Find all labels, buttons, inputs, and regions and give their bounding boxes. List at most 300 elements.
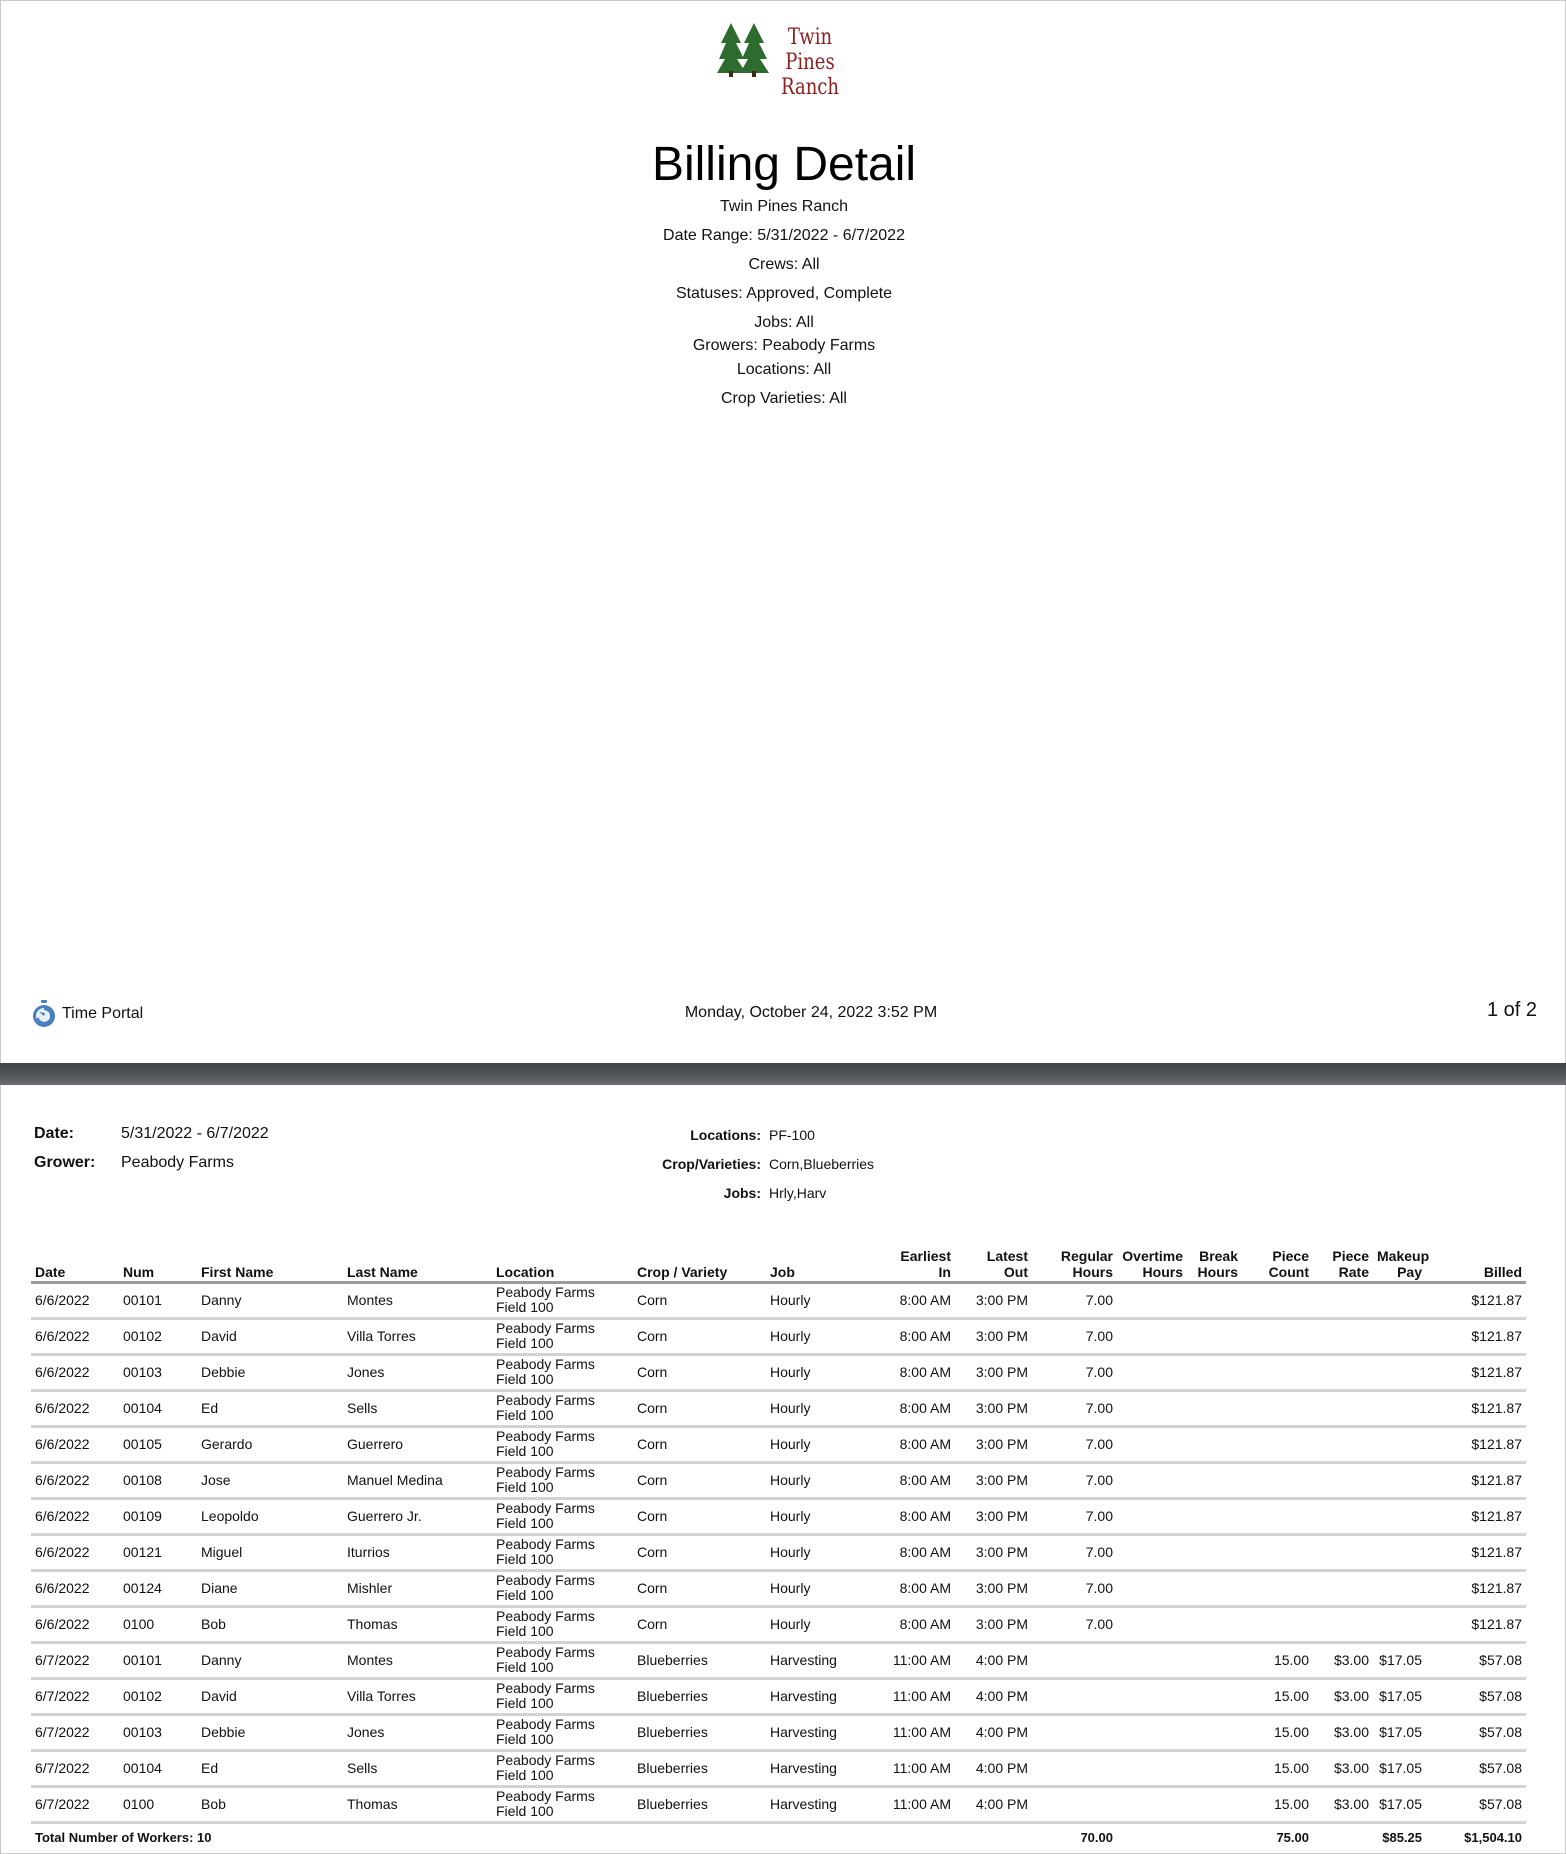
cell-overtime-hours xyxy=(1117,1606,1187,1642)
cell-crop-variety: Corn xyxy=(633,1426,766,1462)
cell-latest-out: 3:00 PM xyxy=(955,1606,1032,1642)
cell-num: 00108 xyxy=(119,1462,197,1498)
cell-piece-rate xyxy=(1313,1606,1373,1642)
column-header-first-name xyxy=(197,1242,343,1282)
column-header-line1 xyxy=(637,1248,762,1264)
cell-latest-out: 3:00 PM xyxy=(955,1318,1032,1354)
cell-billed: $121.87 xyxy=(1426,1534,1526,1570)
cell-location: Peabody Farms Field 100 xyxy=(492,1498,633,1534)
column-header-billed xyxy=(1426,1242,1526,1282)
total-workers-label: Total Number of Workers: 10 xyxy=(35,1830,212,1846)
totals-spacer xyxy=(633,1822,1032,1852)
cell-regular-hours: 7.00 xyxy=(1032,1498,1117,1534)
column-header-latest-out xyxy=(955,1242,1032,1282)
cell-break-hours xyxy=(1187,1462,1242,1498)
cell-piece-rate xyxy=(1313,1354,1373,1390)
column-header-line2: Job xyxy=(770,1263,795,1280)
cell-regular-hours: 7.00 xyxy=(1032,1282,1117,1318)
column-header-line2: Hours xyxy=(1142,1263,1183,1280)
cell-num: 00124 xyxy=(119,1570,197,1606)
cell-piece-rate xyxy=(1313,1318,1373,1354)
cell-piece-count: 15.00 xyxy=(1242,1714,1313,1750)
table-row xyxy=(31,1570,1526,1606)
footer-brand-label: Time Portal xyxy=(62,1005,144,1022)
column-header-line2: Crop / Variety xyxy=(637,1263,728,1280)
cell-earliest-in: 8:00 AM xyxy=(882,1318,955,1354)
cell-makeup-pay xyxy=(1373,1498,1426,1534)
cell-last-name: Sells xyxy=(343,1750,492,1786)
cell-break-hours xyxy=(1187,1534,1242,1570)
cell-location: Peabody Farms Field 100 xyxy=(492,1318,633,1354)
column-header-line1: Overtime xyxy=(1122,1247,1183,1264)
cell-last-name: Villa Torres xyxy=(343,1678,492,1714)
cell-location: Peabody Farms Field 100 xyxy=(492,1714,633,1750)
cell-piece-count xyxy=(1242,1462,1313,1498)
column-header-last-name xyxy=(343,1242,492,1282)
cell-earliest-in: 8:00 AM xyxy=(882,1570,955,1606)
cell-latest-out: 4:00 PM xyxy=(955,1678,1032,1714)
param-growers: Growers: Peabody Farms xyxy=(692,337,876,354)
cell-job: Harvesting xyxy=(766,1786,882,1822)
column-header-line2: Rate xyxy=(1338,1263,1369,1280)
report-title: Billing Detail xyxy=(651,138,917,191)
cell-billed: $57.08 xyxy=(1426,1714,1526,1750)
totals-spacer xyxy=(1313,1822,1373,1852)
column-header-line1: Piece xyxy=(1272,1247,1309,1264)
cell-job: Hourly xyxy=(766,1534,882,1570)
cell-location: Peabody Farms Field 100 xyxy=(492,1642,633,1678)
table-row xyxy=(31,1282,1526,1318)
column-header-location xyxy=(492,1242,633,1282)
cell-earliest-in: 8:00 AM xyxy=(882,1282,955,1318)
cell-overtime-hours xyxy=(1117,1642,1187,1678)
cell-piece-count: 15.00 xyxy=(1242,1786,1313,1822)
grower-label: Grower: xyxy=(34,1154,96,1171)
cell-piece-rate: $3.00 xyxy=(1313,1678,1373,1714)
cell-latest-out: 4:00 PM xyxy=(955,1642,1032,1678)
cell-date: 6/6/2022 xyxy=(31,1462,119,1498)
table-row xyxy=(31,1642,1526,1678)
jobs-label: Jobs: xyxy=(723,1185,761,1201)
cell-overtime-hours xyxy=(1117,1570,1187,1606)
cell-makeup-pay: $17.05 xyxy=(1373,1786,1426,1822)
cell-piece-rate: $3.00 xyxy=(1313,1714,1373,1750)
cell-latest-out: 3:00 PM xyxy=(955,1534,1032,1570)
cell-piece-count: 15.00 xyxy=(1242,1750,1313,1786)
column-header-num xyxy=(119,1242,197,1282)
cell-location: Peabody Farms Field 100 xyxy=(492,1426,633,1462)
cell-earliest-in: 11:00 AM xyxy=(882,1642,955,1678)
cell-location: Peabody Farms Field 100 xyxy=(492,1354,633,1390)
cell-makeup-pay xyxy=(1373,1570,1426,1606)
cell-location: Peabody Farms Field 100 xyxy=(492,1786,633,1822)
column-header-line2: Location xyxy=(496,1263,555,1280)
cell-piece-count xyxy=(1242,1282,1313,1318)
param-crop-varieties: Crop Varieties: All xyxy=(721,390,847,407)
cell-billed: $121.87 xyxy=(1426,1354,1526,1390)
cell-break-hours xyxy=(1187,1318,1242,1354)
cell-billed: $57.08 xyxy=(1426,1678,1526,1714)
cell-num: 00102 xyxy=(119,1318,197,1354)
cell-first-name: Gerardo xyxy=(197,1426,343,1462)
cell-location: Peabody Farms Field 100 xyxy=(492,1750,633,1786)
cell-piece-count: 15.00 xyxy=(1242,1678,1313,1714)
cell-date: 6/6/2022 xyxy=(31,1498,119,1534)
cell-regular-hours: 7.00 xyxy=(1032,1318,1117,1354)
cell-crop-variety: Corn xyxy=(633,1570,766,1606)
cell-break-hours xyxy=(1187,1606,1242,1642)
cell-piece-count xyxy=(1242,1570,1313,1606)
cell-break-hours xyxy=(1187,1354,1242,1390)
cell-overtime-hours xyxy=(1117,1390,1187,1426)
twin-pines-ranch-logo xyxy=(717,21,867,100)
column-header-piece-count xyxy=(1242,1242,1313,1282)
total-makeup-pay: $85.25 xyxy=(1382,1830,1422,1846)
cell-billed: $57.08 xyxy=(1426,1750,1526,1786)
column-header-line2: Num xyxy=(123,1263,155,1280)
column-header-line1: Break xyxy=(1199,1247,1238,1264)
cell-first-name: Danny xyxy=(197,1642,343,1678)
column-header-line2: Pay xyxy=(1397,1263,1422,1280)
table-row xyxy=(31,1678,1526,1714)
total-piece-count: 75.00 xyxy=(1276,1830,1309,1846)
cell-date: 6/6/2022 xyxy=(31,1426,119,1462)
column-header-line1: Makeup xyxy=(1377,1247,1430,1264)
param-statuses: Statuses: Approved, Complete xyxy=(675,285,893,302)
cell-earliest-in: 8:00 AM xyxy=(882,1534,955,1570)
cell-crop-variety: Blueberries xyxy=(633,1750,766,1786)
cell-num: 00101 xyxy=(119,1282,197,1318)
cell-piece-rate: $3.00 xyxy=(1313,1786,1373,1822)
cell-first-name: Bob xyxy=(197,1786,343,1822)
column-header-line2: Count xyxy=(1268,1263,1309,1280)
cell-location: Peabody Farms Field 100 xyxy=(492,1390,633,1426)
cell-regular-hours xyxy=(1032,1750,1117,1786)
cell-location: Peabody Farms Field 100 xyxy=(492,1678,633,1714)
column-header-line1: Piece xyxy=(1332,1247,1369,1264)
cell-billed: $57.08 xyxy=(1426,1786,1526,1822)
cell-billed: $121.87 xyxy=(1426,1426,1526,1462)
crop-varieties-label: Crop/Varieties: xyxy=(662,1156,761,1172)
cell-num: 00109 xyxy=(119,1498,197,1534)
cell-crop-variety: Blueberries xyxy=(633,1714,766,1750)
cell-num: 0100 xyxy=(119,1786,197,1822)
page-number: 1 of 2 xyxy=(1486,999,1537,1021)
locations-label: Locations: xyxy=(690,1127,761,1143)
cell-crop-variety: Corn xyxy=(633,1534,766,1570)
cell-regular-hours: 7.00 xyxy=(1032,1570,1117,1606)
column-header-line2: Hours xyxy=(1072,1263,1113,1280)
cell-piece-rate xyxy=(1313,1282,1373,1318)
cell-last-name: Montes xyxy=(343,1642,492,1678)
date-value: 5/31/2022 - 6/7/2022 xyxy=(121,1125,269,1142)
column-header-earliest-in xyxy=(882,1242,955,1282)
cell-first-name: Danny xyxy=(197,1282,343,1318)
cell-date: 6/7/2022 xyxy=(31,1642,119,1678)
column-header-line1 xyxy=(347,1248,488,1264)
cell-regular-hours: 7.00 xyxy=(1032,1462,1117,1498)
cell-piece-rate: $3.00 xyxy=(1313,1750,1373,1786)
cell-crop-variety: Blueberries xyxy=(633,1642,766,1678)
cell-overtime-hours xyxy=(1117,1318,1187,1354)
cell-last-name: Iturrios xyxy=(343,1534,492,1570)
cell-piece-rate xyxy=(1313,1426,1373,1462)
cell-job: Hourly xyxy=(766,1318,882,1354)
cell-first-name: Miguel xyxy=(197,1534,343,1570)
cell-crop-variety: Corn xyxy=(633,1498,766,1534)
cell-piece-rate xyxy=(1313,1462,1373,1498)
cell-billed: $121.87 xyxy=(1426,1462,1526,1498)
cell-latest-out: 3:00 PM xyxy=(955,1498,1032,1534)
pine-trees-icon xyxy=(717,21,769,77)
cell-regular-hours xyxy=(1032,1678,1117,1714)
cell-num: 00104 xyxy=(119,1750,197,1786)
column-header-job xyxy=(766,1242,882,1282)
column-header-line1 xyxy=(1430,1248,1522,1264)
cell-makeup-pay xyxy=(1373,1426,1426,1462)
locations-value: PF-100 xyxy=(769,1127,815,1143)
cell-billed: $121.87 xyxy=(1426,1570,1526,1606)
table-row xyxy=(31,1426,1526,1462)
cell-regular-hours: 7.00 xyxy=(1032,1390,1117,1426)
cell-crop-variety: Corn xyxy=(633,1354,766,1390)
table-row xyxy=(31,1534,1526,1570)
cell-regular-hours: 7.00 xyxy=(1032,1426,1117,1462)
cell-num: 00103 xyxy=(119,1714,197,1750)
cell-job: Hourly xyxy=(766,1570,882,1606)
cell-job: Harvesting xyxy=(766,1750,882,1786)
cell-piece-rate xyxy=(1313,1570,1373,1606)
cell-last-name: Villa Torres xyxy=(343,1318,492,1354)
cell-overtime-hours xyxy=(1117,1462,1187,1498)
cell-earliest-in: 11:00 AM xyxy=(882,1750,955,1786)
totals-row xyxy=(31,1822,1526,1852)
cell-break-hours xyxy=(1187,1570,1242,1606)
cell-job: Harvesting xyxy=(766,1678,882,1714)
cell-regular-hours xyxy=(1032,1714,1117,1750)
cell-first-name: Ed xyxy=(197,1750,343,1786)
logo-line-1: Twin Pines xyxy=(785,25,835,75)
jobs-value: Hrly,Harv xyxy=(769,1185,827,1201)
cell-break-hours xyxy=(1187,1786,1242,1822)
cell-billed: $121.87 xyxy=(1426,1498,1526,1534)
cell-crop-variety: Corn xyxy=(633,1318,766,1354)
column-header-line2: First Name xyxy=(201,1263,274,1280)
cell-makeup-pay xyxy=(1373,1462,1426,1498)
cell-latest-out: 3:00 PM xyxy=(955,1390,1032,1426)
cell-job: Hourly xyxy=(766,1462,882,1498)
column-header-break-hours xyxy=(1187,1242,1242,1282)
cell-num: 0100 xyxy=(119,1606,197,1642)
column-header-line1 xyxy=(35,1248,115,1264)
cell-overtime-hours xyxy=(1117,1282,1187,1318)
cell-job: Hourly xyxy=(766,1390,882,1426)
param-locations: Locations: All xyxy=(736,361,832,378)
cell-makeup-pay xyxy=(1373,1534,1426,1570)
table-row xyxy=(31,1318,1526,1354)
cell-break-hours xyxy=(1187,1426,1242,1462)
column-header-line1: Earliest xyxy=(900,1247,951,1264)
cell-date: 6/6/2022 xyxy=(31,1354,119,1390)
cell-overtime-hours xyxy=(1117,1786,1187,1822)
cell-job: Harvesting xyxy=(766,1714,882,1750)
cell-piece-count xyxy=(1242,1426,1313,1462)
cell-last-name: Guerrero Jr. xyxy=(343,1498,492,1534)
cell-latest-out: 4:00 PM xyxy=(955,1750,1032,1786)
column-header-line2: Billed xyxy=(1483,1263,1522,1280)
cell-job: Hourly xyxy=(766,1498,882,1534)
cell-latest-out: 4:00 PM xyxy=(955,1786,1032,1822)
cell-last-name: Thomas xyxy=(343,1606,492,1642)
cell-num: 00105 xyxy=(119,1426,197,1462)
cell-makeup-pay xyxy=(1373,1318,1426,1354)
cell-earliest-in: 11:00 AM xyxy=(882,1714,955,1750)
cell-piece-count: 15.00 xyxy=(1242,1642,1313,1678)
cell-location: Peabody Farms Field 100 xyxy=(492,1282,633,1318)
cell-piece-count xyxy=(1242,1606,1313,1642)
cell-piece-count xyxy=(1242,1318,1313,1354)
cell-num: 00104 xyxy=(119,1390,197,1426)
cell-earliest-in: 11:00 AM xyxy=(882,1786,955,1822)
cell-location: Peabody Farms Field 100 xyxy=(492,1462,633,1498)
cell-break-hours xyxy=(1187,1750,1242,1786)
cell-num: 00121 xyxy=(119,1534,197,1570)
cell-first-name: David xyxy=(197,1678,343,1714)
cell-first-name: Bob xyxy=(197,1606,343,1642)
column-header-line1: Latest xyxy=(986,1247,1028,1264)
cell-makeup-pay: $17.05 xyxy=(1373,1678,1426,1714)
column-header-line1: Regular xyxy=(1060,1247,1113,1264)
cell-earliest-in: 8:00 AM xyxy=(882,1498,955,1534)
table-row xyxy=(31,1714,1526,1750)
totals-spacer xyxy=(1117,1822,1242,1852)
table-row xyxy=(31,1390,1526,1426)
cell-regular-hours xyxy=(1032,1642,1117,1678)
cell-billed: $121.87 xyxy=(1426,1606,1526,1642)
column-header-overtime-hours xyxy=(1117,1242,1187,1282)
table-row xyxy=(31,1750,1526,1786)
cell-regular-hours: 7.00 xyxy=(1032,1534,1117,1570)
cell-piece-rate: $3.00 xyxy=(1313,1642,1373,1678)
cell-break-hours xyxy=(1187,1390,1242,1426)
cell-date: 6/6/2022 xyxy=(31,1318,119,1354)
cell-regular-hours: 7.00 xyxy=(1032,1354,1117,1390)
cell-date: 6/6/2022 xyxy=(31,1534,119,1570)
cell-makeup-pay xyxy=(1373,1390,1426,1426)
cell-location: Peabody Farms Field 100 xyxy=(492,1570,633,1606)
cell-makeup-pay: $17.05 xyxy=(1373,1714,1426,1750)
table-row xyxy=(31,1606,1526,1642)
cell-crop-variety: Blueberries xyxy=(633,1786,766,1822)
cell-date: 6/6/2022 xyxy=(31,1570,119,1606)
cell-earliest-in: 8:00 AM xyxy=(882,1390,955,1426)
column-header-date xyxy=(31,1242,119,1282)
table-row xyxy=(31,1786,1526,1822)
param-jobs: Jobs: All xyxy=(754,314,814,331)
cell-overtime-hours xyxy=(1117,1714,1187,1750)
cell-first-name: Leopoldo xyxy=(197,1498,343,1534)
cell-first-name: Debbie xyxy=(197,1354,343,1390)
cell-regular-hours: 7.00 xyxy=(1032,1606,1117,1642)
total-billed: $1,504.10 xyxy=(1464,1830,1522,1846)
cell-last-name: Montes xyxy=(343,1282,492,1318)
cell-billed: $121.87 xyxy=(1426,1390,1526,1426)
cell-crop-variety: Corn xyxy=(633,1606,766,1642)
cell-date: 6/6/2022 xyxy=(31,1390,119,1426)
cell-last-name: Manuel Medina xyxy=(343,1462,492,1498)
cell-overtime-hours xyxy=(1117,1678,1187,1714)
cell-piece-count xyxy=(1242,1354,1313,1390)
cell-billed: $121.87 xyxy=(1426,1282,1526,1318)
column-header-makeup-pay xyxy=(1373,1242,1430,1282)
cell-billed: $57.08 xyxy=(1426,1642,1526,1678)
cell-break-hours xyxy=(1187,1714,1242,1750)
cell-num: 00101 xyxy=(119,1642,197,1678)
column-header-line2: Out xyxy=(1003,1263,1028,1280)
cell-crop-variety: Blueberries xyxy=(633,1678,766,1714)
cell-break-hours xyxy=(1187,1498,1242,1534)
cell-location: Peabody Farms Field 100 xyxy=(492,1606,633,1642)
cell-crop-variety: Corn xyxy=(633,1462,766,1498)
cell-earliest-in: 11:00 AM xyxy=(882,1678,955,1714)
cell-job: Hourly xyxy=(766,1426,882,1462)
cell-latest-out: 3:00 PM xyxy=(955,1426,1032,1462)
param-company: Twin Pines Ranch xyxy=(719,198,849,215)
column-header-line2: Hours xyxy=(1197,1263,1238,1280)
column-header-regular-hours xyxy=(1032,1242,1117,1282)
cell-last-name: Jones xyxy=(343,1354,492,1390)
cell-break-hours xyxy=(1187,1678,1242,1714)
cell-makeup-pay: $17.05 xyxy=(1373,1642,1426,1678)
date-label: Date: xyxy=(34,1125,75,1142)
cell-regular-hours xyxy=(1032,1786,1117,1822)
logo-line-2: Ranch xyxy=(780,75,840,100)
cell-crop-variety: Corn xyxy=(633,1390,766,1426)
column-header-crop-variety xyxy=(633,1242,766,1282)
param-date-range: Date Range: 5/31/2022 - 6/7/2022 xyxy=(663,227,905,244)
table-row xyxy=(31,1462,1526,1498)
cell-overtime-hours xyxy=(1117,1498,1187,1534)
cell-latest-out: 3:00 PM xyxy=(955,1354,1032,1390)
cell-makeup-pay xyxy=(1373,1606,1426,1642)
billing-detail-table xyxy=(31,1242,1526,1852)
cell-date: 6/6/2022 xyxy=(31,1282,119,1318)
column-header-line2: Date xyxy=(35,1263,66,1280)
cell-last-name: Guerrero xyxy=(343,1426,492,1462)
cell-last-name: Jones xyxy=(343,1714,492,1750)
logo-text xyxy=(769,25,851,100)
cell-job: Hourly xyxy=(766,1354,882,1390)
column-header-line1 xyxy=(123,1248,193,1264)
cell-last-name: Mishler xyxy=(343,1570,492,1606)
cell-overtime-hours xyxy=(1117,1426,1187,1462)
param-crews: Crews: All xyxy=(748,256,820,273)
cell-billed: $121.87 xyxy=(1426,1318,1526,1354)
crop-varieties-value: Corn,Blueberries xyxy=(769,1156,875,1172)
column-header-line2: Last Name xyxy=(347,1263,418,1280)
cell-date: 6/7/2022 xyxy=(31,1678,119,1714)
cell-date: 6/7/2022 xyxy=(31,1786,119,1822)
cell-piece-count xyxy=(1242,1534,1313,1570)
cell-date: 6/6/2022 xyxy=(31,1606,119,1642)
cell-num: 00103 xyxy=(119,1354,197,1390)
page-separator xyxy=(0,1063,1566,1085)
cell-earliest-in: 8:00 AM xyxy=(882,1606,955,1642)
table-header-row xyxy=(31,1242,1526,1282)
column-header-line1 xyxy=(770,1248,878,1264)
cell-earliest-in: 8:00 AM xyxy=(882,1462,955,1498)
cell-makeup-pay xyxy=(1373,1354,1426,1390)
